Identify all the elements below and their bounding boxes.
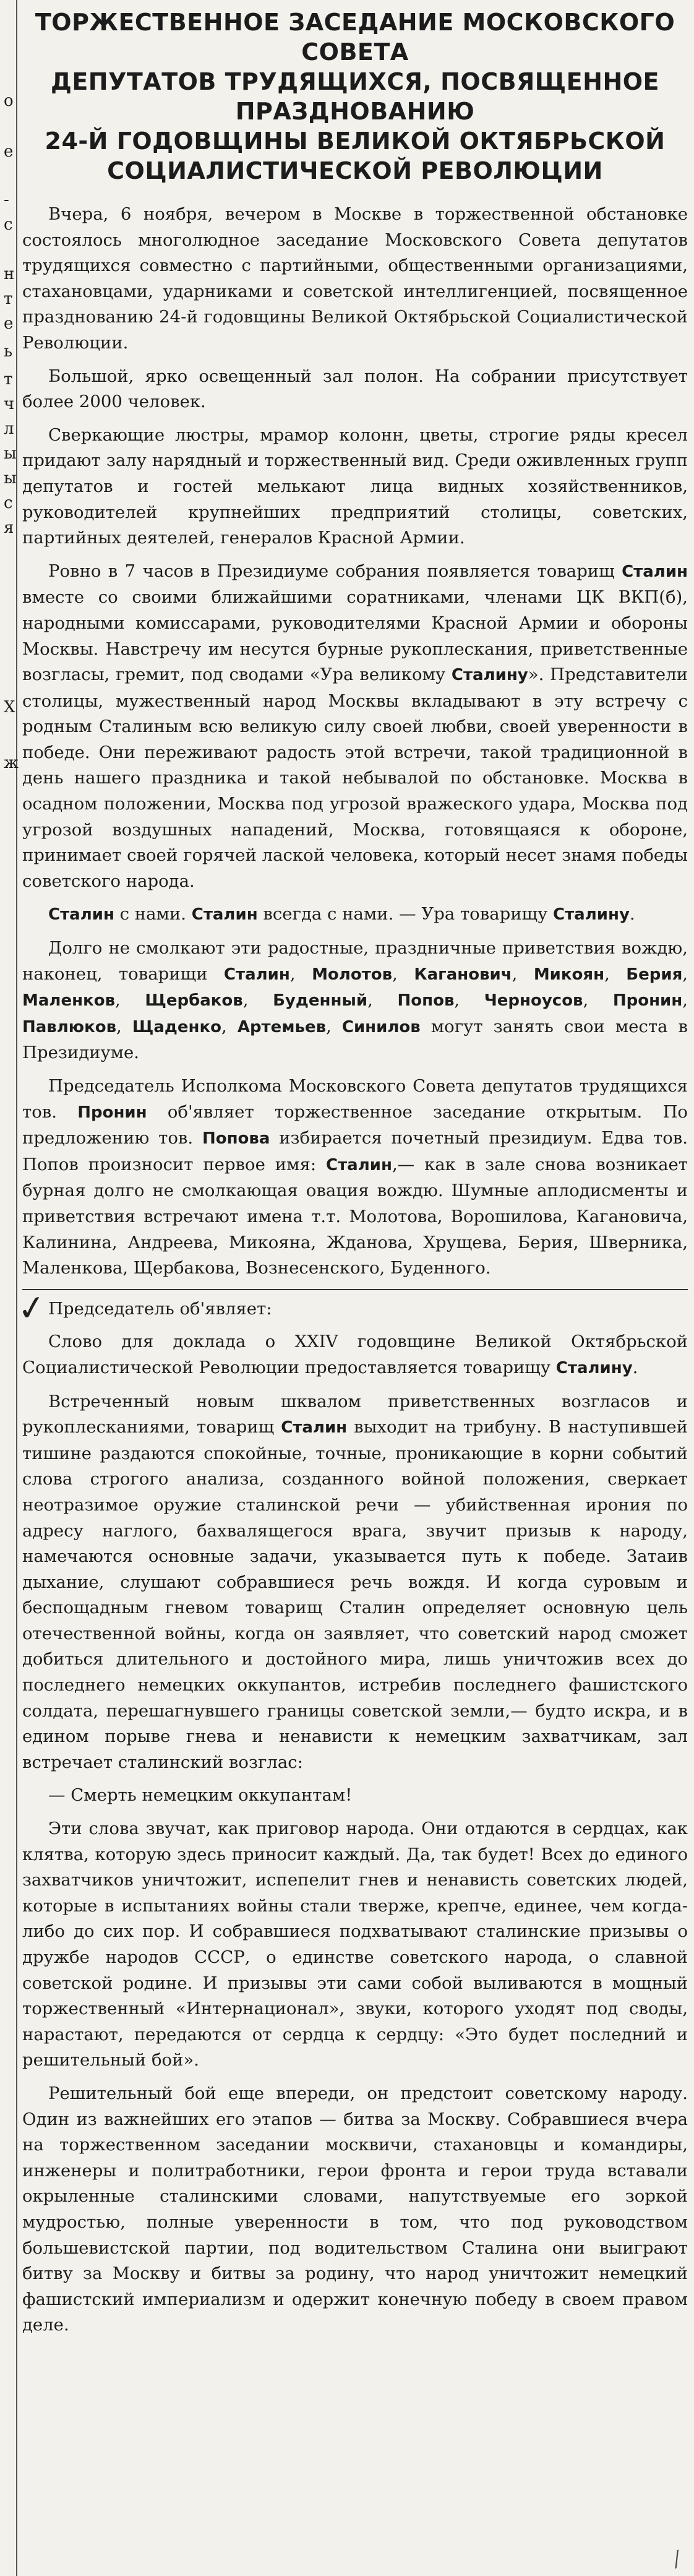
paragraph-2	[22, 364, 688, 415]
bold-name: Сталин	[223, 965, 290, 984]
text-run: ,	[289, 963, 312, 984]
text-run: ,	[392, 963, 414, 984]
article	[14, 7, 688, 2346]
margin-fragment: с	[4, 494, 13, 512]
bold-name: Артемьев	[237, 1017, 327, 1036]
paragraph-8	[22, 1296, 688, 1322]
margin-fragment: -	[4, 191, 9, 209]
margin-fragment: Х	[4, 698, 15, 717]
paragraph-4	[22, 559, 688, 895]
bold-name: Молотов	[312, 965, 393, 984]
text-run: Слово для доклада о XXIV годовщине Великой Октябрьской Социалистической Революции предоставляется товарищу	[22, 1332, 688, 1377]
text-run: Сверкающие люстры, мрамор колонн, цветы, строгие ряды кресел придают залу нарядный и торжественный вид. Среди оживленных групп депутатов и гостей мелькают лица видных хозяйственников, руководителей крупнейших предприятий столицы, советских, партийных деятелей, генералов Красной Армии.	[22, 424, 688, 548]
bold-name: Каганович	[414, 965, 512, 984]
bold-name: Синилов	[341, 1017, 421, 1036]
text-run: Встреченный новым шквалом приветственных возгласов и рукоплесканиями, товарищ	[22, 1391, 688, 1437]
margin-fragment: т	[4, 290, 13, 308]
text-run: .	[629, 904, 635, 924]
headline-line-3: 24-Й ГОДОВЩИНЫ ВЕЛИКОЙ ОКТЯБРЬСКОЙ	[45, 127, 666, 155]
bold-name: Сталину	[451, 666, 528, 685]
text-run: .	[632, 1357, 638, 1377]
bold-name: Пронин	[77, 1103, 147, 1122]
margin-fragment: е	[4, 142, 14, 161]
bold-name: Сталин	[622, 562, 688, 581]
headline	[22, 7, 688, 186]
text-run: об'являет торжественное заседание открытым. По предложению тов.	[22, 1101, 688, 1148]
text-run: Председатель Исполкома Московского Совета депутатов трудящихся тов.	[22, 1076, 688, 1122]
text-run: выходит на трибуну. В наступившей тишине раздаются спокойные, точные, проникающие в корни событий слова строгого анализа, созданного войной положения, сверкает неотразимое оружие сталинской речи — убийственная ирония по адресу наглого, бахвалящегося врага, звучит призыв к народу, намечаются основные задачи, указывается путь к победе. Затаив дыхание, слушают собравшиеся речь вождя. И когда суровым и беспощадным гневом товарищ Сталин определяет основную цель отечественной войны, когда он заявляет, что советский народ сможет добиться длительного и достойного мира, лишь уничтожив всех до последнего немецких оккупантов, истребив последнего фашистского солдата, перешагнувшего границы советской земли,— будто искра, и в едином порыве гнева и ненависти к немецким захватчикам, зал встречает сталинский возглас:	[22, 1417, 688, 1772]
text-run: ,	[242, 990, 273, 1010]
text-run: Ровно в 7 часов в Президиуме собрания появляется товарищ	[48, 561, 622, 581]
text-run: ,	[604, 963, 627, 984]
text-run: — Смерть немецким оккупантам!	[48, 1785, 353, 1806]
text-run: всегда с нами. — Ура товарищу	[257, 904, 554, 924]
paragraph-1	[22, 202, 688, 356]
bold-name: Сталину	[555, 1358, 633, 1377]
bold-name: Сталин	[191, 905, 258, 924]
text-run: Вчера, 6 ноября, вечером в Москве в торжественной обстановке состоялось многолюдное заседание Московского Совета депутатов трудящихся совместно с партийными, общественными организациями, стахановцами, ударниками и советской интеллигенцией, посвященное празднованию 24-й годовщины Великой Октябрьской Социалистической Революции.	[22, 204, 688, 353]
paragraph-9	[22, 1329, 688, 1381]
text-run: ,	[682, 990, 688, 1010]
margin-fragment: ы	[4, 444, 17, 463]
margin-fragment: ы	[4, 469, 17, 488]
margin-fragment: с	[4, 215, 13, 234]
text-run: вместе со своими ближайшими соратниками, членами ЦК ВКП(б), народными комиссарами, руководителями Красной Армии и обороны Москвы. Навстречу им несутся бурные рукоплескания, приветственные возгласы, гремит, под сводами «Ура великому	[22, 587, 688, 685]
margin-fragment: л	[4, 420, 14, 438]
text-run: ,	[115, 990, 145, 1010]
text-run: Долго не смолкают эти радостные, праздничные приветствия вождю, наконец, товарищи	[22, 938, 688, 984]
margin-fragment: н	[4, 265, 15, 283]
bold-name: Щербаков	[145, 991, 243, 1010]
text-run: ,	[221, 1016, 238, 1036]
text-run: избирается почетный президиум. Едва тов. Попов произносит первое имя:	[22, 1128, 688, 1174]
headline-line-2: ДЕПУТАТОВ ТРУДЯЩИХСЯ, ПОСВЯЩЕННОЕ ПРАЗДНОВАНИЮ	[50, 68, 660, 125]
paragraph-13	[22, 2081, 688, 2338]
pencil-mark-icon: ⁄	[670, 2548, 685, 2572]
paragraph-3	[22, 423, 688, 551]
text-run: Эти слова звучат, как приговор народа. Они отдаются в сердцах, как клятва, которую здесь приносит каждый. Да, так будет! Всех до единого захватчиков уничтожит, испепелит гнев и ненависть советских людей, которые в испытаниях войны стали тверже, крепче, единее, чем когда-либо до сих пор. И собравшиеся подхватывают сталинские призывы о дружбе народов СССР, о единстве советского народа, о славной советской родине. И призывы эти сами собой выливаются в мощный торжественный «Интернационал», звуки, которого уходят под своды, нарастают, передаются от сердца к сердцу: «Это будет последний и решительный бой».	[22, 1819, 688, 2070]
bold-name: Сталин	[326, 1155, 392, 1174]
bold-name: Сталин	[48, 905, 114, 924]
text-run: ,— как в зале снова возникает бурная долго не смолкающая овация вождю. Шумные аплодисменты и приветствия встречают имена т.т. Молотова, Ворошилова, Кагановича, Калинина, Андреева, Микояна, Жданова, Хрущева, Берия, Шверника, Маленкова, Щербакова, Вознесенского, Буденного.	[22, 1154, 688, 1278]
bold-name: Микоян	[533, 965, 605, 984]
text-run: ,	[116, 1016, 132, 1036]
text-run: с нами.	[114, 904, 192, 924]
text-run: Большой, ярко освещенный зал полон. На собрании присутствует более 2000 человек.	[22, 366, 688, 412]
text-run: ,	[682, 963, 688, 984]
bold-name: Буденный	[273, 991, 368, 1010]
paragraph-6	[22, 936, 688, 1066]
left-column-edge	[0, 0, 17, 2576]
headline-line-4: СОЦИАЛИСТИЧЕСКОЙ РЕВОЛЮЦИИ	[107, 157, 603, 184]
bold-name: Щаденко	[132, 1017, 221, 1036]
bold-name: Пронин	[612, 991, 683, 1010]
bold-name: Попов	[397, 991, 455, 1010]
paragraph-7	[22, 1074, 688, 1282]
margin-fragment: т	[4, 370, 13, 389]
text-run: ,	[583, 990, 613, 1010]
margin-fragment: о	[4, 92, 14, 110]
margin-fragment: ь	[4, 342, 13, 361]
paragraph-10	[22, 1389, 688, 1776]
margin-fragment: я	[4, 519, 14, 537]
headline-line-1: ТОРЖЕСТВЕННОЕ ЗАСЕДАНИЕ МОСКОВСКОГО СОВЕТА	[35, 9, 675, 66]
paragraph-5	[22, 902, 688, 928]
bold-name: Черноусов	[484, 991, 583, 1010]
text-run: ,	[512, 963, 534, 984]
bold-name: Сталину	[553, 905, 630, 924]
bold-name: Сталин	[281, 1418, 348, 1437]
text-run: Председатель об'являет:	[48, 1298, 272, 1319]
text-run: Решительный бой еще впереди, он предстоит советскому народу. Один из важнейших его этапов — битва за Москву. Собравшиеся вчера на торжественном заседании москвичи, стахановцы и командиры, инженеры и политработники, герои фронта и герои труда вставали окрыленные сталинскими словами, напутствуемые его зоркой мудростью, полные уверенности в том, что под руководством большевистской партии, под водительством Сталина они выиграют битву за Москву и битвы за родину, что народ уничтожит немецкий фашистский империализм и одержит конечную победу в своем правом деле.	[22, 2083, 688, 2335]
text-run: ,	[367, 990, 398, 1010]
article-body	[14, 202, 688, 2338]
paragraph-12	[22, 1816, 688, 2074]
bold-name: Маленков	[22, 991, 116, 1010]
paragraph-11	[22, 1783, 688, 1809]
margin-fragment: е	[4, 314, 14, 333]
margin-fragment: ч	[4, 395, 15, 413]
handwritten-check-mark-icon: ✓	[14, 1286, 49, 1330]
text-run: ,	[454, 990, 484, 1010]
bold-name: Павлюков	[22, 1017, 117, 1036]
bold-name: Попова	[202, 1129, 270, 1148]
text-run: ,	[326, 1016, 342, 1036]
bold-name: Берия	[626, 965, 683, 984]
text-run: ». Представители столицы, мужественный народ Москвы вкладывают в эту встречу с родным Сталиным всю великую силу своей любви, своей уверенности в победе. Они переживают радость этой встречи, такой традиционной в день нашего праздника и такой небывалой по обстановке. Москва в осадном положении, Москва под угрозой вражеского удара, Москва под угрозой воздушных нападений, Москва, готовящаяся к обороне, принимает своей горячей лаской человека, который несет знамя победы советского народа.	[22, 665, 688, 891]
text-run: могут занять свои места в Президиуме.	[22, 1016, 688, 1063]
margin-fragment: ж	[4, 754, 19, 772]
